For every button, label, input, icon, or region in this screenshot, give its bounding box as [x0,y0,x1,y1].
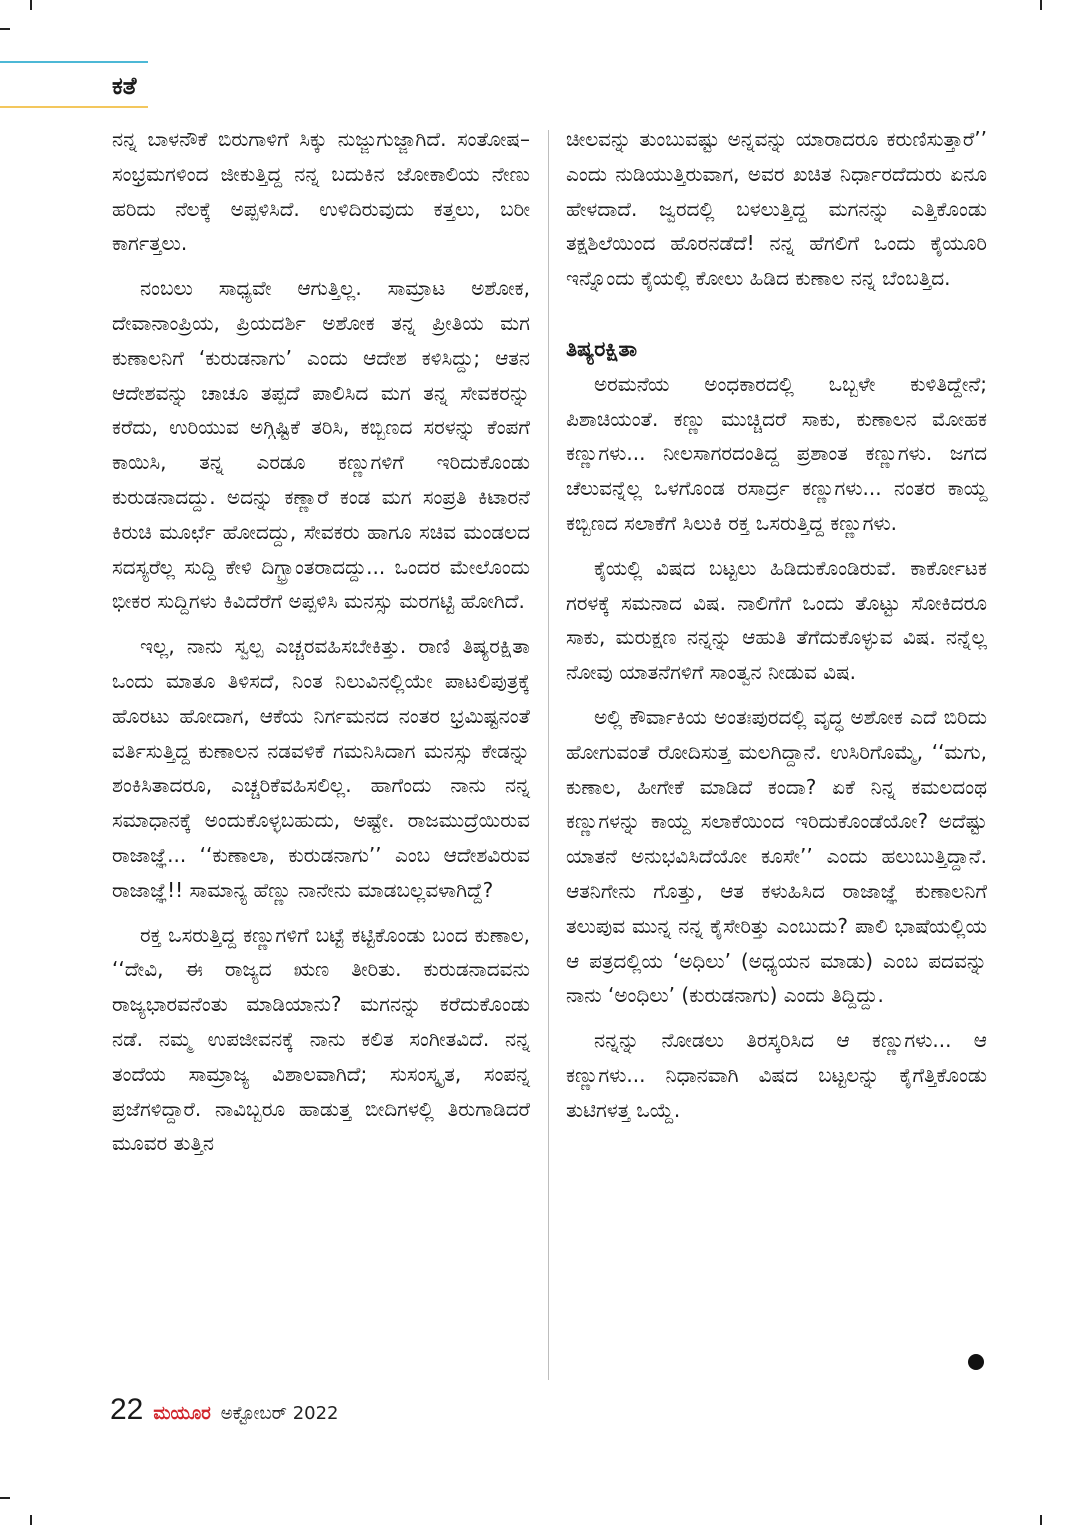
header-rule-top [0,61,148,63]
issue-date: ಅಕ್ಟೋಬರ್ 2022 [220,1403,339,1424]
paragraph: ಚೀಲವನ್ನು ತುಂಬುವಷ್ಟು ಅನ್ನವನ್ನು ಯಾರಾದರೂ ಕರುಣಿಸುತ್ತಾರೆ’’ ಎಂದು ನುಡಿಯುತ್ತಿರುವಾಗ, ಅವರ ಖಚಿತ ನಿರ್ಧಾರದೆದುರು ಏನೂ ಹೇಳದಾದೆ. ಜ್ವರದಲ್ಲಿ ಬಳಲುತ್ತಿದ್ದ ಮಗನನ್ನು ಎತ್ತಿಕೊಂಡು ತಕ್ಷಶಿಲೆಯಿಂದ ಹೊರನಡೆದೆ! ನನ್ನ ಹೆಗಲಿಗೆ ಒಂದು ಕೈಯೂರಿ ಇನ್ನೊಂದು ಕೈಯಲ್ಲಿ ಕೋಲು ಹಿಡಿದ ಕುಣಾಲ ನನ್ನ ಬೆಂಬತ್ತಿದ. [566,127,987,291]
page-footer [110,1390,339,1430]
crop-mark [30,1515,32,1525]
paragraph: ರಕ್ತ ಒಸರುತ್ತಿದ್ದ ಕಣ್ಣುಗಳಿಗೆ ಬಟ್ಟೆ ಕಟ್ಟಿಕೊಂಡು ಬಂದ ಕುಣಾಲ, ‘‘ದೇವಿ, ಈ ರಾಜ್ಯದ ಋಣ ತೀರಿತು. ಕುರುಡನಾದವನು ರಾಜ್ಯಭಾರವನೆಂತು ಮಾಡಿಯಾನು? ಮಗನನ್ನು ಕರೆದುಕೊಂಡು ನಡೆ. ನಮ್ಮ ಉಪಜೀವನಕ್ಕೆ ನಾನು ಕಲಿತ ಸಂಗೀತವಿದೆ. ನನ್ನ ತಂದೆಯ ಸಾಮ್ರಾಜ್ಯ ವಿಶಾಲವಾಗಿದೆ; ಸುಸಂಸ್ಕೃತ, ಸಂಪನ್ನ ಪ್ರಜೆಗಳಿದ್ದಾರೆ. ನಾವಿಬ್ಬರೂ ಹಾಡುತ್ತ ಬೀದಿಗಳಲ್ಲಿ ತಿರುಗಾಡಿದರೆ ಮೂವರ ತುತ್ತಿನ [112,922,530,1156]
section-subheading: ತಿಷ್ಯರಕ್ಷಿತಾ [566,336,638,361]
crop-mark [1040,1515,1042,1525]
crop-mark [0,1497,10,1499]
crop-mark [1040,0,1042,10]
paragraph: ಅಲ್ಲಿ ಕೌರ್ವಾಕಿಯ ಅಂತಃಪುರದಲ್ಲಿ ವೃದ್ಧ ಅಶೋಕ ಎದೆ ಬಿರಿದು ಹೋಗುವಂತೆ ರೋದಿಸುತ್ತ ಮಲಗಿದ್ದಾನೆ. ಉಸಿರಿಗೊಮ್ಮೆ, ‘‘ಮಗು, ಕುಣಾಲ, ಹೀಗೇಕೆ ಮಾಡಿದೆ ಕಂದಾ? ಏಕೆ ನಿನ್ನ ಕಮಲದಂಥ ಕಣ್ಣುಗಳನ್ನು ಕಾಯ್ದ ಸಲಾಕೆಯಿಂದ ಇರಿದುಕೊಂಡೆಯೋ? ಅದೆಷ್ಟು ಯಾತನೆ ಅನುಭವಿಸಿದೆಯೋ ಕೂಸೇ’’ ಎಂದು ಹಲುಬುತ್ತಿದ್ದಾನೆ. ಆತನಿಗೇನು ಗೊತ್ತು, ಆತ ಕಳುಹಿಸಿದ ರಾಜಾಜ್ಞೆ ಕುಣಾಲನಿಗೆ ತಲುಪುವ ಮುನ್ನ ನನ್ನ ಕೈಸೇರಿತ್ತು ಎಂಬುದು? ಪಾಲಿ ಭಾಷೆಯಲ್ಲಿಯ ಆ ಪತ್ರದಲ್ಲಿಯ ‘ಅಧಿಲು’ (ಅಧ್ಯಯನ ಮಾಡು) ಎಂಬ ಪದವನ್ನು ನಾನು ‘ಅಂಧಿಲು’ (ಕುರುಡನಾಗು) ಎಂದು ತಿದ್ದಿದ್ದು. [566,704,987,1008]
column-divider [548,130,549,1380]
paragraph: ನನ್ನನ್ನು ನೋಡಲು ತಿರಸ್ಕರಿಸಿದ ಆ ಕಣ್ಣುಗಳು... ಆ ಕಣ್ಣುಗಳು... ನಿಧಾನವಾಗಿ ವಿಷದ ಬಟ್ಟಲನ್ನು ಕೈಗೆತ್ತಿಕೊಂಡು ತುಟಿಗಳತ್ತ ಒಯ್ದೆ. [566,1028,987,1122]
page-number: 22 [110,1393,144,1426]
right-column [566,122,987,1138]
paragraph: ನಂಬಲು ಸಾಧ್ಯವೇ ಆಗುತ್ತಿಲ್ಲ. ಸಾಮ್ರಾಟ ಅಶೋಕ, ದೇವಾನಾಂಪ್ರಿಯ, ಪ್ರಿಯದರ್ಶಿ ಅಶೋಕ ತನ್ನ ಪ್ರೀತಿಯ ಮಗ ಕುಣಾಲನಿಗೆ ‘ಕುರುಡನಾಗು’ ಎಂದು ಆದೇಶ ಕಳಿಸಿದ್ದು; ಆತನ ಆದೇಶವನ್ನು ಚಾಚೂ ತಪ್ಪದೆ ಪಾಲಿಸಿದ ಮಗ ತನ್ನ ಸೇವಕರನ್ನು ಕರೆದು, ಉರಿಯುವ ಅಗ್ಗಿಷ್ಟಿಕೆ ತರಿಸಿ, ಕಬ್ಬಿಣದ ಸರಳನ್ನು ಕೆಂಪಗೆ ಕಾಯಿಸಿ, ತನ್ನ ಎರಡೂ ಕಣ್ಣುಗಳಿಗೆ ಇರಿದುಕೊಂಡು ಕುರುಡನಾದದ್ದು. ಅದನ್ನು ಕಣ್ಣಾರೆ ಕಂಡ ಮಗ ಸಂಪ್ರತಿ ಕಿಟಾರನೆ ಕಿರುಚಿ ಮೂರ್ಛೆ ಹೋದದ್ದು, ಸೇವಕರು ಹಾಗೂ ಸಚಿವ ಮಂಡಲದ ಸದಸ್ಯರೆಲ್ಲ ಸುದ್ದಿ ಕೇಳಿ ದಿಗ್ಭ್ರಾಂತರಾದದ್ದು... ಒಂದರ ಮೇಲೊಂದು ಭೀಕರ ಸುದ್ದಿಗಳು ಕಿವಿದೆರೆಗೆ ಅಪ್ಪಳಿಸಿ ಮನಸ್ಸು ಮರಗಟ್ಟಿ ಹೋಗಿದೆ. [112,276,530,614]
crop-mark [0,28,10,30]
paragraph: ನನ್ನ ಬಾಳನೌಕೆ ಬಿರುಗಾಳಿಗೆ ಸಿಕ್ಕು ನುಜ್ಜುಗುಜ್ಜಾಗಿದೆ. ಸಂತೋಷ–ಸಂಭ್ರಮಗಳಿಂದ ಜೀಕುತ್ತಿದ್ದ ನನ್ನ ಬದುಕಿನ ಜೋಕಾಲಿಯ ನೇಣು ಹರಿದು ನೆಲಕ್ಕೆ ಅಪ್ಪಳಿಸಿದೆ. ಉಳಿದಿರುವುದು ಕತ್ತಲು, ಬರೀ ಕಾರ್ಗತ್ತಲು. [112,127,530,256]
paragraph: ಕೈಯಲ್ಲಿ ವಿಷದ ಬಟ್ಟಲು ಹಿಡಿದುಕೊಂಡಿರುವೆ. ಕಾರ್ಕೋಟಕ ಗರಳಕ್ಕೆ ಸಮನಾದ ವಿಷ. ನಾಲಿಗೆಗೆ ಒಂದು ತೊಟ್ಟು ಸೋಕಿದರೂ ಸಾಕು, ಮರುಕ್ಷಣ ನನ್ನನ್ನು ಆಹುತಿ ತೆಗೆದುಕೊಳ್ಳುವ ವಿಷ. ನನ್ನೆಲ್ಲ ನೋವು ಯಾತನೆಗಳಿಗೆ ಸಾಂತ್ವನ ನೀಡುವ ವಿಷ. [566,555,987,685]
header-rule-bottom [0,106,148,108]
paragraph: ಇಲ್ಲ, ನಾನು ಸ್ವಲ್ಪ ಎಚ್ಚರವಹಿಸಬೇಕಿತ್ತು. ರಾಣಿ ತಿಷ್ಯರಕ್ಷಿತಾ ಒಂದು ಮಾತೂ ತಿಳಿಸದೆ, ನಿಂತ ನಿಲುವಿನಲ್ಲಿಯೇ ಪಾಟಲಿಪುತ್ರಕ್ಕೆ ಹೊರಟು ಹೋದಾಗ, ಆಕೆಯ ನಿರ್ಗಮನದ ನಂತರ ಭ್ರಮಿಷ್ಟನಂತೆ ವರ್ತಿಸುತ್ತಿದ್ದ ಕುಣಾಲನ ನಡವಳಿಕೆ ಗಮನಿಸಿದಾಗ ಮನಸ್ಸು ಕೇಡನ್ನು ಶಂಕಿಸಿತಾದರೂ, ಎಚ್ಚರಿಕೆವಹಿಸಲಿಲ್ಲ. ಹಾಗೆಂದು ನಾನು ನನ್ನ ಸಮಾಧಾನಕ್ಕೆ ಅಂದುಕೊಳ್ಳಬಹುದು, ಅಷ್ಟೇ. ರಾಜಮುದ್ರೆಯಿರುವ ರಾಜಾಜ್ಞೆ... ‘‘ಕುಣಾಲಾ, ಕುರುಡನಾಗು’’ ಎಂಬ ಆದೇಶವಿರುವ ರಾಜಾಜ್ಞೆ!! ಸಾಮಾನ್ಯ ಹೆಣ್ಣು ನಾನೇನು ಮಾಡಬಲ್ಲವಳಾಗಿದ್ದೆ? [112,634,530,902]
magazine-logo: ಮಯೂರ [153,1403,211,1424]
section-label: ಕತೆ [112,72,137,100]
story-end-mark [968,1354,984,1370]
paragraph: ಅರಮನೆಯ ಅಂಧಕಾರದಲ್ಲಿ ಒಬ್ಬಳೇ ಕುಳಿತಿದ್ದೇನೆ; ಪಿಶಾಚಿಯಂತೆ. ಕಣ್ಣು ಮುಚ್ಚಿದರೆ ಸಾಕು, ಕುಣಾಲನ ಮೋಹಕ ಕಣ್ಣುಗಳು... ನೀಲಸಾಗರದಂತಿದ್ದ ಪ್ರಶಾಂತ ಕಣ್ಣುಗಳು. ಜಗದ ಚೆಲುವನ್ನೆಲ್ಲ ಒಳಗೊಂಡ ರಸಾರ್ದ್ರ ಕಣ್ಣುಗಳು... ನಂತರ ಕಾಯ್ದ ಕಬ್ಬಿಣದ ಸಲಾಕೆಗೆ ಸಿಲುಕಿ ರಕ್ತ ಒಸರುತ್ತಿದ್ದ ಕಣ್ಣುಗಳು. [566,371,987,535]
crop-mark [30,0,32,10]
left-column [112,122,530,1171]
